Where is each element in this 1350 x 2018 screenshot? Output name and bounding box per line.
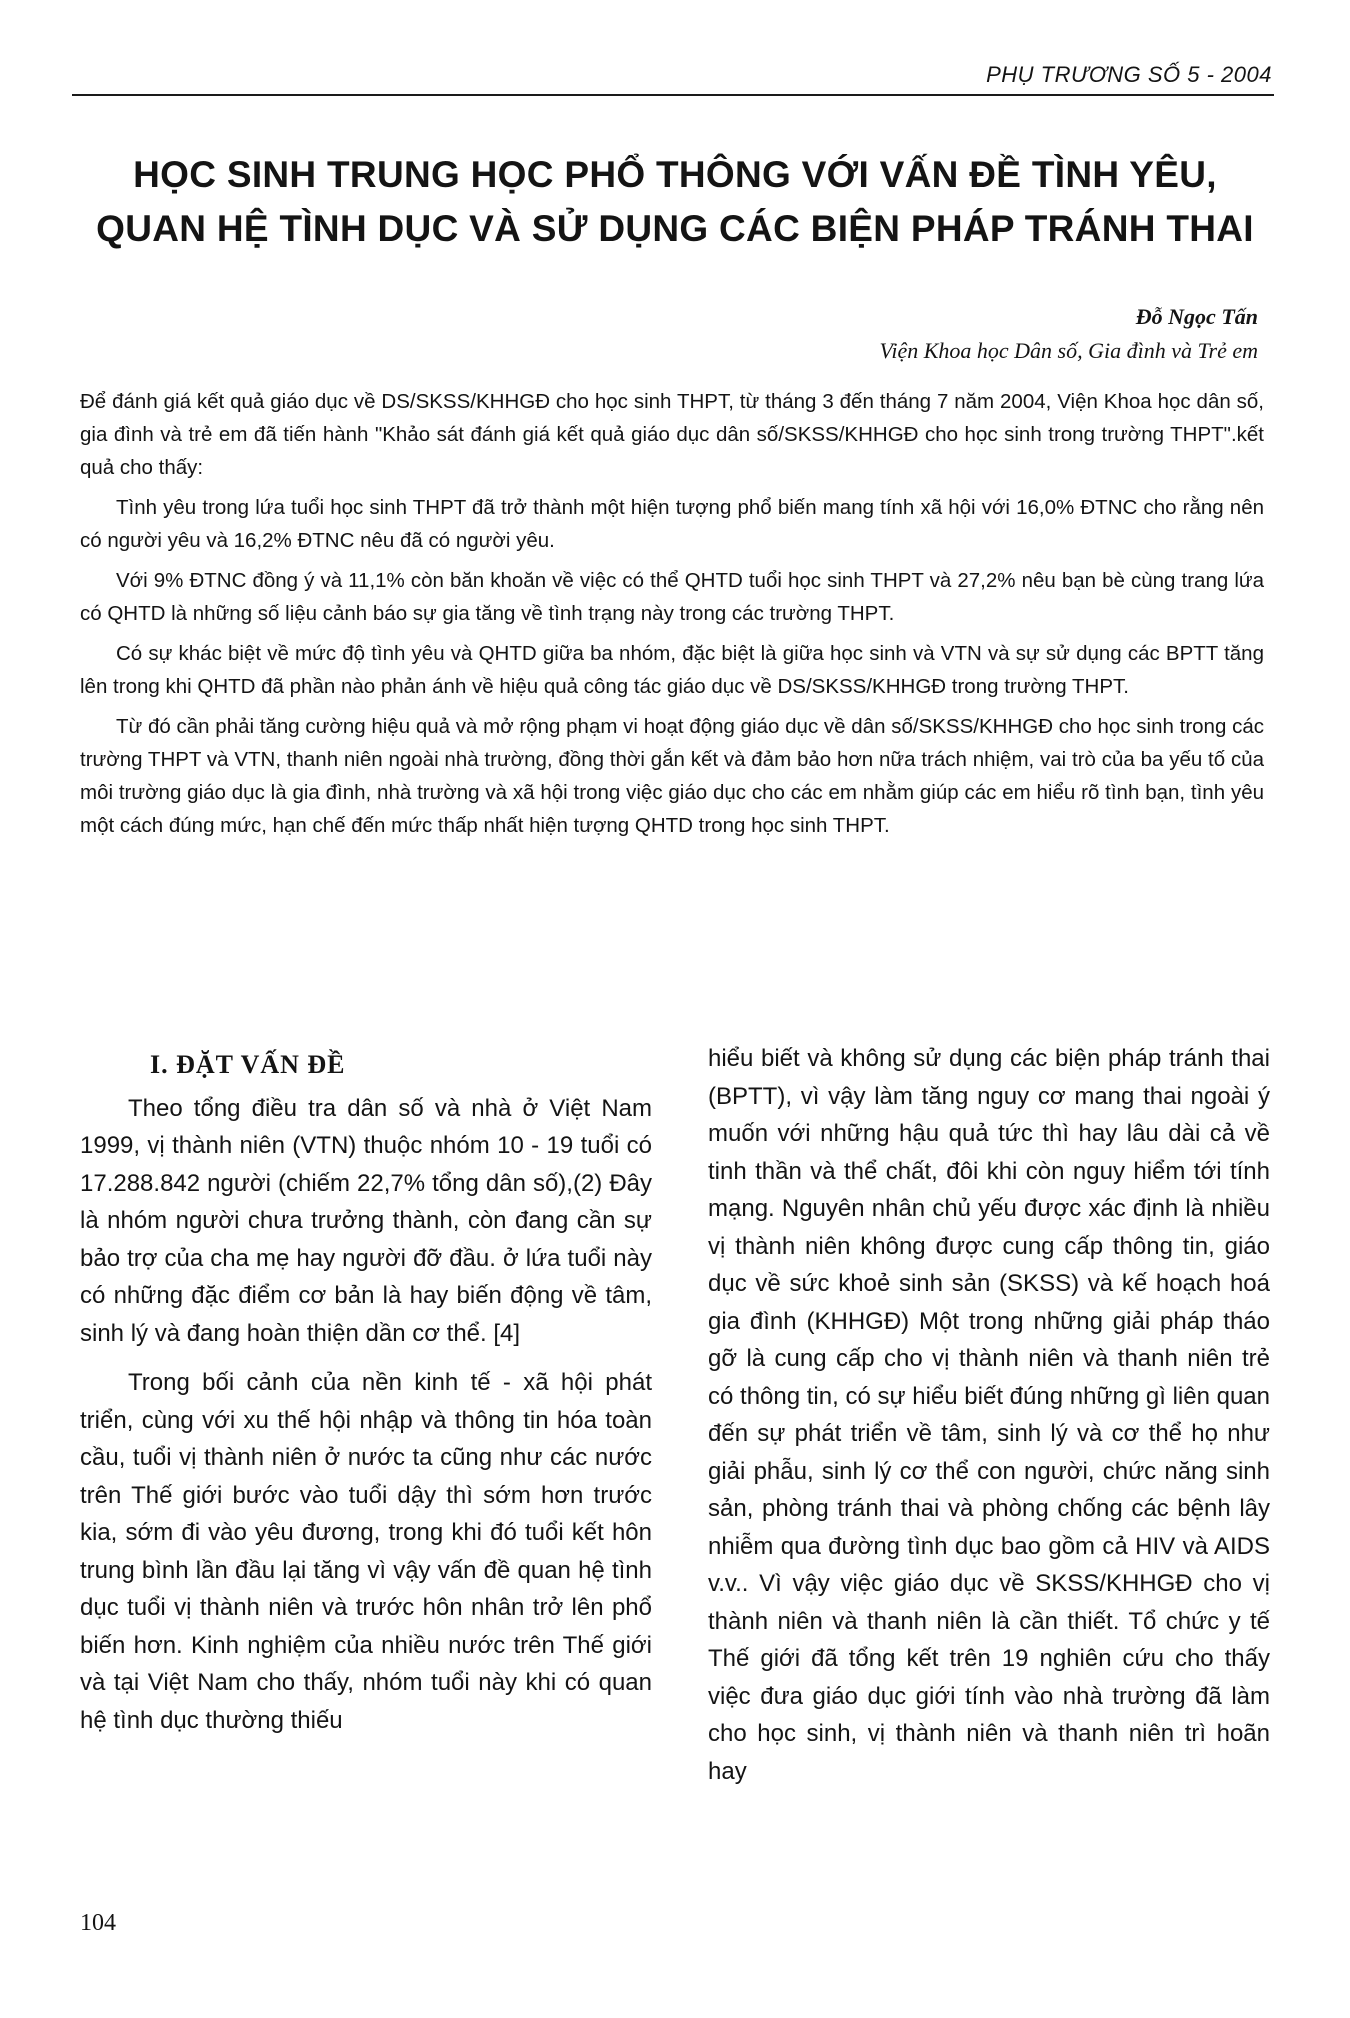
right-column [708, 1040, 1270, 1802]
running-header: PHỤ TRƯƠNG SỐ 5 - 2004 [986, 62, 1272, 87]
author-name: Đỗ Ngọc Tấn [1135, 304, 1258, 329]
section-heading: I. ĐẶT VẤN ĐỀ [150, 1050, 346, 1079]
abstract-paragraph: Để đánh giá kết quả giáo dục về DS/SKSS/KHHGĐ cho học sinh THPT, từ tháng 3 đến tháng 7 năm 2004, Viện Khoa học dân số, gia đình và trẻ em đã tiến hành "Khảo sát đánh giá kết quả giáo dục dân số/SKSS/KHHGĐ cho học sinh trong trường THPT".kết quả cho thấy: [80, 390, 1264, 479]
abstract-paragraph: Tình yêu trong lứa tuổi học sinh THPT đã trở thành một hiện tượng phổ biến mang tính xã hội với 16,0% ĐTNC cho rằng nên có người yêu và 16,2% ĐTNC nêu đã có người yêu. [80, 496, 1264, 552]
byline [880, 300, 1258, 368]
abstract-paragraph: Có sự khác biệt về mức độ tình yêu và QHTD giữa ba nhóm, đặc biệt là giữa học sinh và VTN và sự sử dụng các BPTT tăng lên trong khi QHTD đã phần nào phản ánh về hiệu quả công tác giáo dục về DS/SKSS/KHHGĐ trong trường THPT. [80, 642, 1264, 698]
body-paragraph: Theo tổng điều tra dân số và nhà ở Việt Nam 1999, vị thành niên (VTN) thuộc nhóm 10 - 19 tuổi có 17.288.842 người (chiếm 22,7% tổng dân số),(2) Đây là nhóm người chưa trưởng thành, còn đang cần sự bảo trợ của cha mẹ hay người đỡ đầu. ở lứa tuổi này có những đặc điểm cơ bản là hay biến động về tâm, sinh lý và đang hoàn thiện dần cơ thể. [4] [80, 1094, 652, 1347]
abstract [80, 385, 1264, 849]
author-affiliation: Viện Khoa học Dân số, Gia đình và Trẻ em [879, 338, 1258, 363]
abstract-paragraph: Từ đó cần phải tăng cường hiệu quả và mở rộng phạm vi hoạt động giáo dục về dân số/SKSS/KHHGĐ cho học sinh trong các trường THPT và VTN, thanh niên ngoài nhà trường, đồng thời gắn kết và đảm bảo hơn nữa trách nhiệm, vai trò của ba yếu tố của môi trường giáo dục là gia đình, nhà trường và xã hội trong việc giáo dục cho các em nhằm giúp các em hiểu rõ tình bạn, tình yêu một cách đúng mức, hạn chế đến mức thấp nhất hiện tượng QHTD trong học sinh THPT. [80, 715, 1264, 837]
article-title: HỌC SINH TRUNG HỌC PHỔ THÔNG VỚI VẤN ĐỀ TÌNH YÊU, QUAN HỆ TÌNH DỤC VÀ SỬ DỤNG CÁC BIỆN PHÁP TRÁNH THAI [96, 154, 1254, 249]
left-column [80, 1040, 652, 1751]
body-paragraph: Trong bối cảnh của nền kinh tế - xã hội phát triển, cùng với xu thế hội nhập và thông tin hóa toàn cầu, tuổi vị thành niên ở nước ta cũng như các nước trên Thế giới bước vào tuổi dậy thì sớm hơn trước kia, sớm đi vào yêu đương, trong khi đó tuổi kết hôn trung bình lần đầu lại tăng vì vậy vấn đề quan hệ tình dục tuổi vị thành niên và trước hôn nhân trở lên phổ biến hơn. Kinh nghiệm của nhiều nước trên Thế giới và tại Việt Nam cho thấy, nhóm tuổi này khi có quan hệ tình dục thường thiếu [80, 1369, 652, 1734]
header-rule [72, 94, 1274, 96]
body-paragraph: hiểu biết và không sử dụng các biện pháp tránh thai (BPTT), vì vậy làm tăng nguy cơ mang thai ngoài ý muốn với những hậu quả tức thì hay lâu dài cả về tinh thần và thể chất, đôi khi còn nguy hiểm tới tính mạng. Nguyên nhân chủ yếu được xác định là nhiều vị thành niên không được cung cấp thông tin, giáo dục về sức khoẻ sinh sản (SKSS) và kế hoạch hoá gia đình (KHHGĐ) Một trong những giải pháp tháo gỡ là cung cấp cho vị thành niên và thanh niên trẻ có thông tin, có sự hiểu biết đúng những gì liên quan đến sự phát triển về tâm, sinh lý và cơ thể họ như giải phẫu, sinh lý cơ thể con người, chức năng sinh sản, phòng tránh thai và phòng chống các bệnh lây nhiễm qua đường tình dục bao gồm cả HIV và AIDS v.v.. Vì vậy việc giáo dục về SKSS/KHHGĐ cho vị thành niên và thanh niên là cần thiết. Tổ chức y tế Thế giới đã tổng kết trên 19 nghiên cứu cho thấy việc đưa giáo dục giới tính vào nhà trường đã làm cho học sinh, vị thành niên và thanh niên trì hoãn hay [708, 1045, 1270, 1785]
abstract-paragraph: Với 9% ĐTNC đồng ý và 11,1% còn băn khoăn về việc có thể QHTD tuổi học sinh THPT và 27,2% nêu bạn bè cùng trang lứa có QHTD là những số liệu cảnh báo sự gia tăng về tình trạng này trong các trường THPT. [80, 569, 1264, 625]
page-number: 104 [80, 1910, 116, 1936]
